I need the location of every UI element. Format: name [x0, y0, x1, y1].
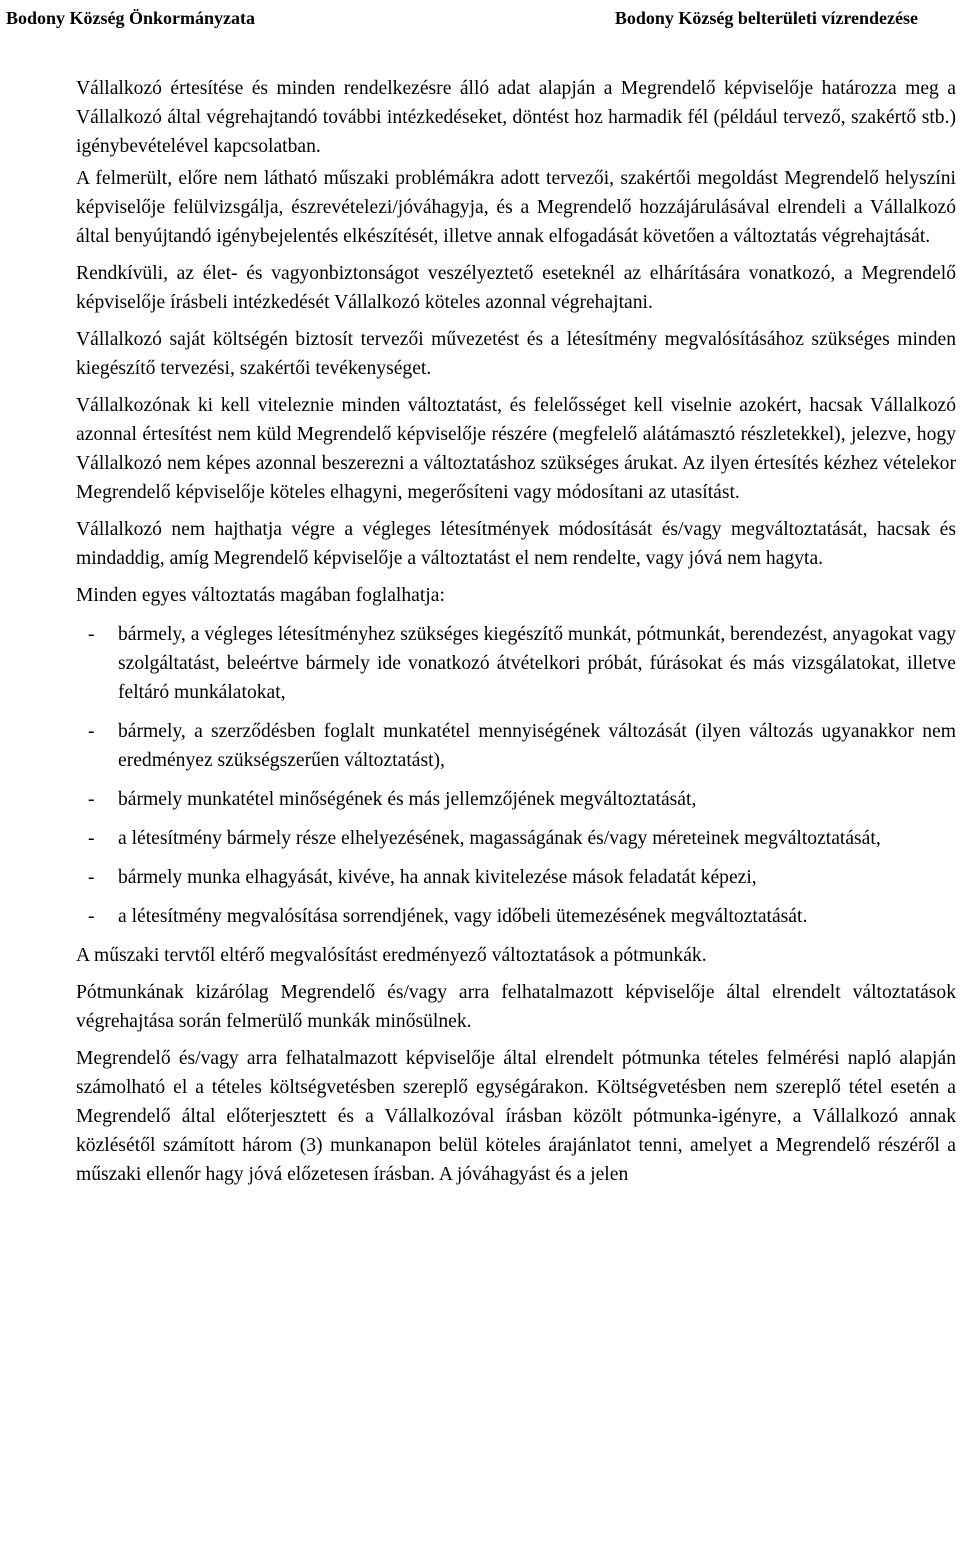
paragraph: Vállalkozó értesítése és minden rendelkezésre álló adat alapján a Megrendelő képviselője határozza meg a Vállalkozó által végrehajtandó további intézkedéseket, döntést hoz harmadik fél (például tervező, szakértő stb.) igénybevételével kapcsolatban. [76, 78, 956, 157]
list-item [76, 863, 956, 892]
list-dash: - [88, 721, 95, 742]
list-item-text: bármely munka elhagyását, kivéve, ha annak kivitelezése mások feladatát képezi, [118, 867, 757, 888]
list-item-text: bármely munkatétel minőségének és más jellemzőjének megváltoztatását, [118, 789, 697, 810]
list-dash: - [88, 789, 95, 810]
paragraph: A felmerült, előre nem látható műszaki problémákra adott tervezői, szakértői megoldást Megrendelő helyszíni képviselője felülvizsgálja, észrevételezi/jóváhagyja, és a Megrendelő hozzájárulásával elrendeli a Vállalkozó által benyújtandó igénybejelentés elkészítését, illetve annak elfogadását követően a változtatás végrehajtását. [76, 168, 956, 247]
page-header [6, 4, 918, 32]
paragraph: Pótmunkának kizárólag Megrendelő és/vagy arra felhatalmazott képviselője által elrendelt változtatások végrehajtása során felmerülő munkák minősülnek. [76, 982, 956, 1032]
list-item [76, 785, 956, 814]
paragraph: Vállalkozónak ki kell viteleznie minden változtatást, és felelősséget kell viselnie azokért, hacsak Vállalkozó azonnal értesítést nem küld Megrendelő képviselője részére (megfelelő alátámasztó részletekkel), jelezve, hogy Vállalkozó nem képes azonnal beszerezni a változtatáshoz szükséges árukat. Az ilyen értesítés kézhez vételekor Megrendelő képviselője köteles elhagyni, megerősíteni vagy módosítani az utasítást. [76, 395, 956, 503]
header-left-title: Bodony Község Önkormányzata [6, 7, 256, 28]
list-item-text: a létesítmény bármely része elhelyezésének, magasságának és/vagy méreteinek megváltoztatását, [118, 828, 881, 849]
list-item [76, 717, 956, 775]
list-dash: - [88, 828, 95, 849]
list-item-text: bármely, a szerződésben foglalt munkatétel mennyiségének változását (ilyen változás ugyanakkor nem eredményez szükségszerűen változtatást), [118, 721, 956, 771]
paragraph: Vállalkozó nem hajthatja végre a végleges létesítmények módosítását és/vagy megváltoztatását, hacsak és mindaddig, amíg Megrendelő képviselője a változtatást el nem rendelte, vagy jóvá nem hagyta. [76, 519, 956, 569]
header-right-title: Bodony Község belterületi vízrendezése [614, 7, 918, 28]
list-dash: - [88, 867, 95, 888]
change-list [76, 620, 956, 931]
list-item [76, 824, 956, 853]
list-dash: - [88, 906, 95, 927]
document-body [76, 74, 956, 1197]
paragraph: A műszaki tervtől eltérő megvalósítást eredményező változtatások a pótmunkák. [76, 945, 707, 966]
paragraph: Vállalkozó saját költségén biztosít tervezői művezetést és a létesítmény megvalósításához szükséges minden kiegészítő tervezési, szakértői tevékenységet. [76, 329, 956, 379]
list-dash: - [88, 624, 95, 645]
list-item-text: a létesítmény megvalósítása sorrendjének, vagy időbeli ütemezésének megváltoztatását. [118, 906, 808, 927]
paragraph: Rendkívüli, az élet- és vagyonbiztonságot veszélyeztető eseteknél az elhárítására vonatkozó, a Megrendelő képviselője írásbeli intézkedését Vállalkozó köteles azonnal végrehajtani. [76, 263, 956, 313]
paragraph: Megrendelő és/vagy arra felhatalmazott képviselője által elrendelt pótmunka tételes felmérési napló alapján számolható el a tételes költségvetésben szereplő egységárakon. Költségvetésben nem szereplő tétel esetén a Megrendelő által előterjesztett és a Vállalkozóval írásban közölt pótmunka-igényre, a Vállalkozó annak közlésétől számított három (3) munkanapon belül köteles árajánlatot tenni, amelyet a Megrendelő részéről a műszaki ellenőr hagy jóvá előzetesen írásban. A jóváhagyást és a jelen [76, 1048, 956, 1185]
list-item-text: bármely, a végleges létesítményhez szükséges kiegészítő munkát, pótmunkát, berendezést, anyagokat vagy szolgáltatást, beleértve bármely ide vonatkozó átvételkori próbát, fúrásokat és más vizsgálatokat, illetve feltáró munkálatokat, [118, 624, 956, 703]
list-item [76, 902, 956, 931]
list-item [76, 620, 956, 707]
paragraph: Minden egyes változtatás magában foglalhatja: [76, 585, 445, 606]
